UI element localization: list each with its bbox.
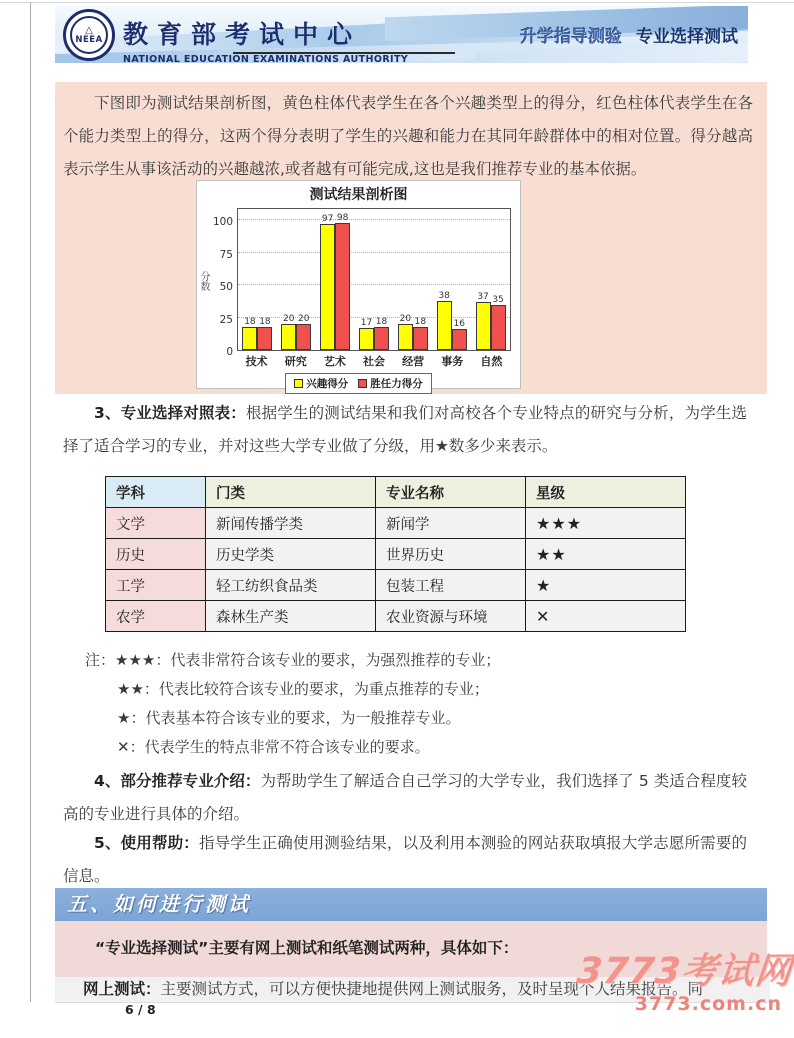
report-subtest-title: 专业选择测试 [636, 27, 738, 47]
table-header-cell: 门类 [206, 477, 376, 508]
section-5-paragraph [55, 827, 767, 893]
y-axis-title: 分数 [198, 270, 209, 291]
y-axis-ticks [210, 208, 237, 358]
legend-label: 兴趣得分 [306, 378, 349, 390]
competency-bar [374, 316, 389, 350]
table-header-cell: 专业名称 [376, 477, 526, 508]
bar-group [316, 209, 355, 350]
table-cell: 包装工程 [376, 570, 526, 601]
intro-paragraph: 下图即为测试结果剖析图，黄色柱体代表学生在各个兴趣类型上的得分，红色柱体代表学生在各个能力类型上的得分，这两个得分表明了学生的兴趣和能力在其同年龄群体中的相对位置。得分越高表示学生从事该活动的兴趣越浓,或者越有可能完成,这也是我们推荐专业的基本依据。 [63, 94, 753, 178]
bar-value-label: 38 [438, 290, 450, 301]
interest-bar [320, 213, 335, 350]
bar-group [355, 209, 394, 350]
watermark-site-name: 3773考试网 [574, 951, 794, 992]
y-tick-label: 0 [226, 346, 233, 358]
x-axis-label: 经营 [402, 355, 425, 368]
bar-value-label: 20 [399, 314, 412, 324]
table-header-cell: 学科 [106, 477, 206, 508]
interest-bar [398, 314, 413, 350]
bar-value-label: 35 [492, 294, 504, 305]
bar-group [238, 209, 277, 350]
table-cell: 轻工纺织食品类 [206, 570, 376, 601]
competency-bar [413, 316, 428, 350]
x-axis-label: 社会 [362, 355, 385, 368]
x-axis-labels [237, 353, 511, 370]
legend-row [197, 373, 520, 394]
y-tick-label: 25 [219, 313, 233, 326]
x-axis-label: 艺术 [323, 355, 346, 368]
note-line: ★：代表基本符合该专业的要求，为一般推荐专业。 [117, 709, 461, 727]
org-name-cn: 教育部考试中心 [123, 20, 362, 49]
table-cell: ★★ [526, 539, 686, 570]
bar-value-label: 18 [414, 316, 427, 327]
legend-swatch-icon [294, 379, 303, 388]
table-cell: ✕ [526, 601, 686, 632]
report-type-title [520, 22, 738, 47]
how-to-test-heading: 五、如何进行测试 [55, 888, 767, 921]
watermark [574, 951, 794, 1015]
online-test-label: 网上测试： [83, 980, 161, 998]
bar-group [393, 209, 432, 350]
y-tick-label: 100 [212, 216, 233, 228]
x-axis-label: 自然 [480, 355, 503, 368]
section-4-text: 为帮助学生了解适合自己学习的大学专业，我们选择了 5 类适合程度较高的专业进行具体的介绍。 [63, 772, 747, 823]
table-cell: ★★★ [526, 508, 686, 539]
left-margin-rule [30, 2, 31, 1002]
header-underline [233, 52, 455, 54]
bar-value-label: 18 [259, 316, 271, 327]
section-5-label: 5、使用帮助： [94, 834, 199, 852]
chart-legend [285, 373, 432, 394]
star-legend-notes [85, 646, 735, 762]
plot-area [237, 208, 511, 351]
table-row [106, 601, 686, 632]
bar-value-label: 98 [336, 212, 349, 223]
competency-bar [296, 314, 311, 350]
bar-group [277, 209, 316, 350]
bar-group [471, 209, 510, 350]
majors-table-body [106, 508, 686, 632]
page-number: 6 / 8 [125, 1002, 156, 1017]
note-line: ✕：代表学生的特点非常不符合该专业的要求。 [117, 738, 430, 756]
y-tick-label: 75 [219, 248, 233, 261]
interest-bar [281, 314, 296, 350]
table-cell: 农业资源与环境 [376, 601, 526, 632]
table-cell: 新闻学 [376, 508, 526, 539]
competency-bar [257, 316, 272, 350]
table-cell: 工学 [106, 570, 206, 601]
table-row [106, 570, 686, 601]
section-3-text: 根据学生的测试结果和我们对高校各个专业特点的研究与分析，为学生选择了适合学习的专业，并对这些大学专业做了分级，用★数多少来表示。 [63, 404, 747, 455]
neea-logo-icon [63, 9, 115, 61]
chart-title: 测试结果剖析图 [309, 187, 408, 203]
table-header-cell: 星级 [526, 477, 686, 508]
neea-logo-emblem [70, 16, 108, 54]
legend-item [358, 376, 423, 391]
top-hairline [0, 2, 794, 3]
section-3-paragraph [55, 397, 767, 463]
results-chart [196, 180, 521, 389]
table-cell: 农学 [106, 601, 206, 632]
section-5-text: 指导学生正确使用测验结果，以及利用本测验的网站获取填报大学志愿所需要的信息。 [63, 834, 747, 885]
table-cell: 新闻传播学类 [206, 508, 376, 539]
bar-value-label: 97 [321, 213, 334, 224]
legend-swatch-icon [358, 379, 367, 388]
table-row [106, 539, 686, 570]
competency-bar [335, 212, 350, 350]
section-3-label: 3、专业选择对照表： [94, 404, 246, 422]
org-title-block [123, 15, 408, 63]
how-to-lead: “专业选择测试”主要有网上测试和纸笔测试两种，具体如下： [95, 939, 519, 957]
interest-bar [242, 316, 257, 350]
bar-value-label: 18 [375, 316, 388, 327]
logo-text: NEEA [75, 34, 103, 45]
interest-bar [359, 317, 374, 350]
table-cell: 文学 [106, 508, 206, 539]
table-cell: 历史学类 [206, 539, 376, 570]
page-header [55, 6, 748, 63]
majors-table [105, 476, 686, 632]
online-test-text: 主要测试方式，可以方便快捷地提供网上测试服务，及时呈现个人结果报告。同 [160, 980, 704, 998]
table-cell: 森林生产类 [206, 601, 376, 632]
report-series-title: 升学指导测验 [520, 27, 623, 47]
org-name-en: NATIONAL EDUCATION EXAMINATIONS AUTHORITY [123, 54, 409, 63]
bar-value-label: 18 [244, 316, 256, 327]
bar-value-label: 37 [477, 291, 489, 302]
bar-group [432, 209, 471, 350]
legend-item [294, 376, 348, 391]
competency-bar [452, 319, 467, 350]
bar-value-label: 17 [360, 317, 373, 328]
table-cell: 世界历史 [376, 539, 526, 570]
x-axis-label: 研究 [284, 355, 307, 368]
section-4-label: 4、部分推荐专业介绍： [94, 772, 261, 790]
table-cell: 历史 [106, 539, 206, 570]
table-row [106, 508, 686, 539]
note-line: ★★：代表比较符合该专业的要求，为重点推荐的专业； [117, 680, 489, 698]
interest-bar [437, 290, 452, 350]
y-tick-label: 50 [219, 281, 233, 293]
logo-triangle-icon: △ [85, 24, 93, 36]
bar-value-label: 16 [453, 319, 465, 330]
x-axis-label: 技术 [245, 355, 268, 368]
table-header-row [106, 477, 686, 508]
results-analysis-section [55, 82, 767, 394]
x-axis-label: 事务 [441, 355, 464, 368]
table-cell: ★ [526, 570, 686, 601]
legend-label: 胜任力得分 [370, 378, 423, 390]
bar-value-label: 20 [283, 314, 295, 324]
bar-value-label: 20 [298, 314, 310, 324]
competency-bar [491, 294, 506, 351]
watermark-domain: 3773.com.cn [634, 993, 782, 1015]
chart-body [197, 208, 520, 358]
note-line: 注：★★★：代表非常符合该专业的要求，为强烈推荐的专业； [85, 651, 501, 669]
interest-bar [476, 291, 491, 350]
section-4-paragraph [55, 765, 767, 831]
